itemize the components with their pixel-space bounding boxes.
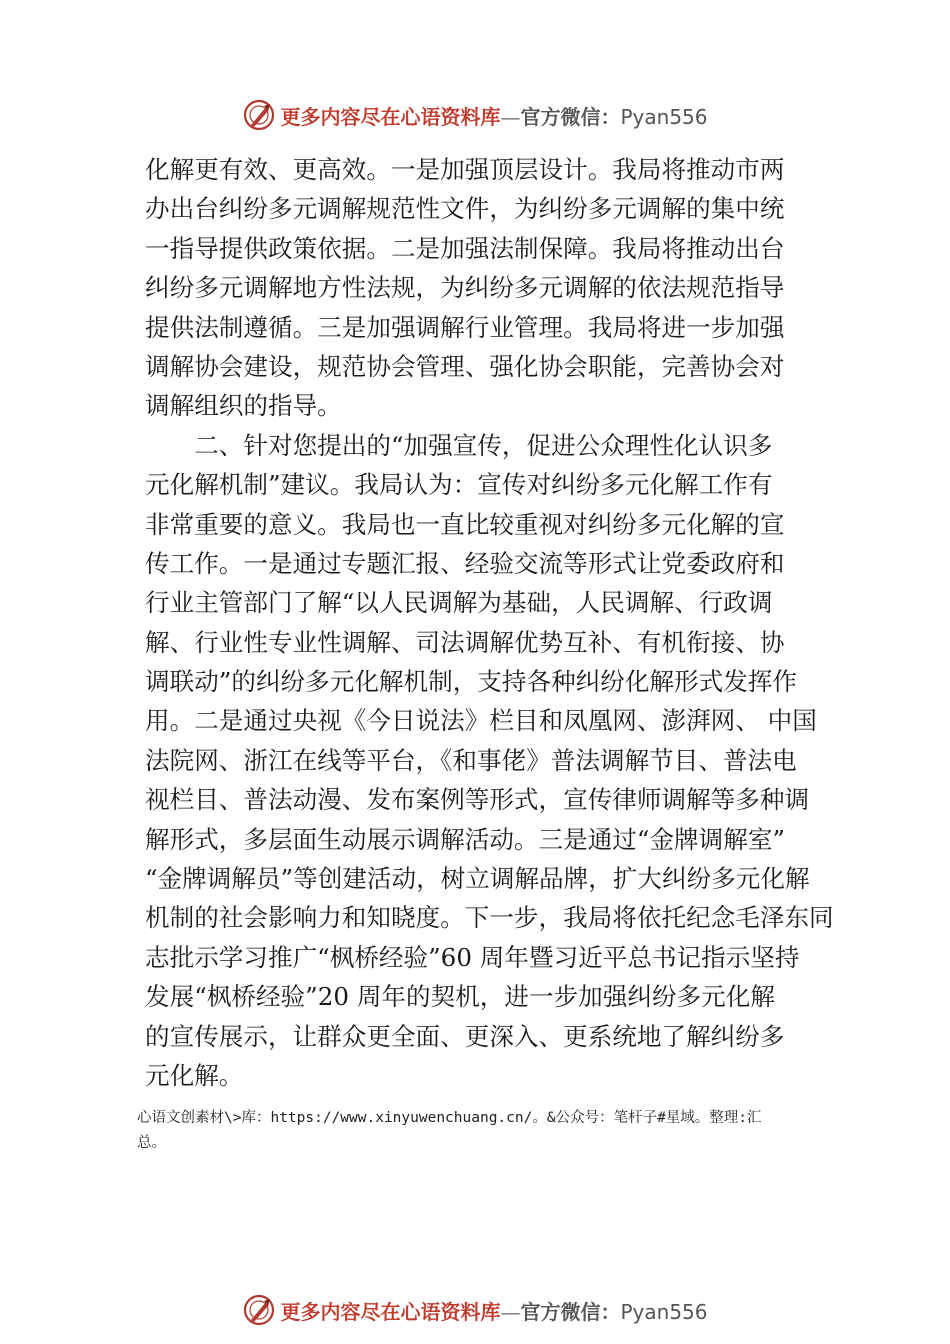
body-line: 志批示学习推广“枫桥经验”60 周年暨习近平总书记指示坚持 <box>145 942 800 972</box>
footer-banner <box>0 1290 950 1330</box>
body-line: 用。二是通过央视《今日说法》栏目和凤凰网、澎湃网、 中国 <box>145 706 817 736</box>
body-line: 元化解。 <box>145 1060 244 1090</box>
body-line: 解、行业性专业性调解、司法调解优势互补、有机衔接、协 <box>145 627 785 657</box>
body-line: 调解协会建设，规范协会管理、强化协会职能，完善协会对 <box>145 351 785 381</box>
header-banner <box>0 95 950 135</box>
banner-wechat-id: Pyan556 <box>620 104 708 129</box>
body-line: 解形式，多层面生动展示调解活动。三是通过“金牌调解室” <box>145 824 785 854</box>
body-line: 非常重要的意义。我局也一直比较重视对纠纷多元化解的宣 <box>145 509 785 539</box>
banner-main-text: 更多内容尽在心语资料库 <box>280 104 501 129</box>
body-line: 法院网、浙江在线等平台，《和事佬》普法调解节目、普法电 <box>145 745 797 775</box>
body-line: 调解组织的指导。 <box>145 391 342 421</box>
source-note-line: 心语文创素材\>库：https://www.xinyuwenchuang.cn/。&公众号：笔杆子#星域。整理:汇 <box>137 1110 762 1126</box>
source-note <box>137 1106 837 1156</box>
banner-dash: — <box>500 104 521 129</box>
source-note-line: 总。 <box>137 1135 166 1151</box>
banner-wechat-label: 官方微信： <box>520 1299 621 1324</box>
banner-wechat-label: 官方微信： <box>520 104 621 129</box>
body-line: 发展“枫桥经验”20 周年的契机，进一步加强纠纷多元化解 <box>145 982 775 1012</box>
banner-text <box>280 1296 707 1325</box>
banner-dash: — <box>500 1299 521 1324</box>
body-line: 传工作。一是通过专题汇报、经验交流等形式让党委政府和 <box>145 548 785 578</box>
body-line: 办出台纠纷多元调解规范性文件，为纠纷多元调解的集中统 <box>145 194 785 224</box>
body-line: 机制的社会影响力和知晓度。下一步，我局将依托纪念毛泽东同 <box>145 903 834 933</box>
body-line: 二、针对您提出的“加强宣传，促进公众理性化认识多 <box>145 430 773 460</box>
body-line: 一指导提供政策依据。二是加强法制保障。我局将推动出台 <box>145 233 785 263</box>
body-line: 行业主管部门了解“以人民调解为基础，人民调解、行政调 <box>145 588 773 618</box>
body-line: 纠纷多元调解地方性法规，为纠纷多元调解的依法规范指导 <box>145 273 785 303</box>
banner-text <box>280 101 707 130</box>
pen-nib-seal-icon <box>242 98 276 132</box>
body-line: 提供法制遵循。三是加强调解行业管理。我局将进一步加强 <box>145 312 785 342</box>
banner-wechat-id: Pyan556 <box>620 1299 708 1324</box>
body-line: 视栏目、普法动漫、发布案例等形式，宣传律师调解等多种调 <box>145 785 810 815</box>
body-line: 的宣传展示，让群众更全面、更深入、更系统地了解纠纷多 <box>145 1021 785 1051</box>
body-line: 调联动”的纠纷多元化解机制，支持各种纠纷化解形式发挥作 <box>145 667 798 697</box>
pen-nib-seal-icon <box>242 1293 276 1327</box>
body-line: 元化解机制”建议。我局认为：宣传对纠纷多元化解工作有 <box>145 470 773 500</box>
body-line: “金牌调解员”等创建活动，树立调解品牌，扩大纠纷多元化解 <box>145 864 810 894</box>
banner-main-text: 更多内容尽在心语资料库 <box>280 1299 501 1324</box>
document-body <box>145 150 834 1095</box>
body-line: 化解更有效、更高效。一是加强顶层设计。我局将推动市两 <box>145 155 785 184</box>
